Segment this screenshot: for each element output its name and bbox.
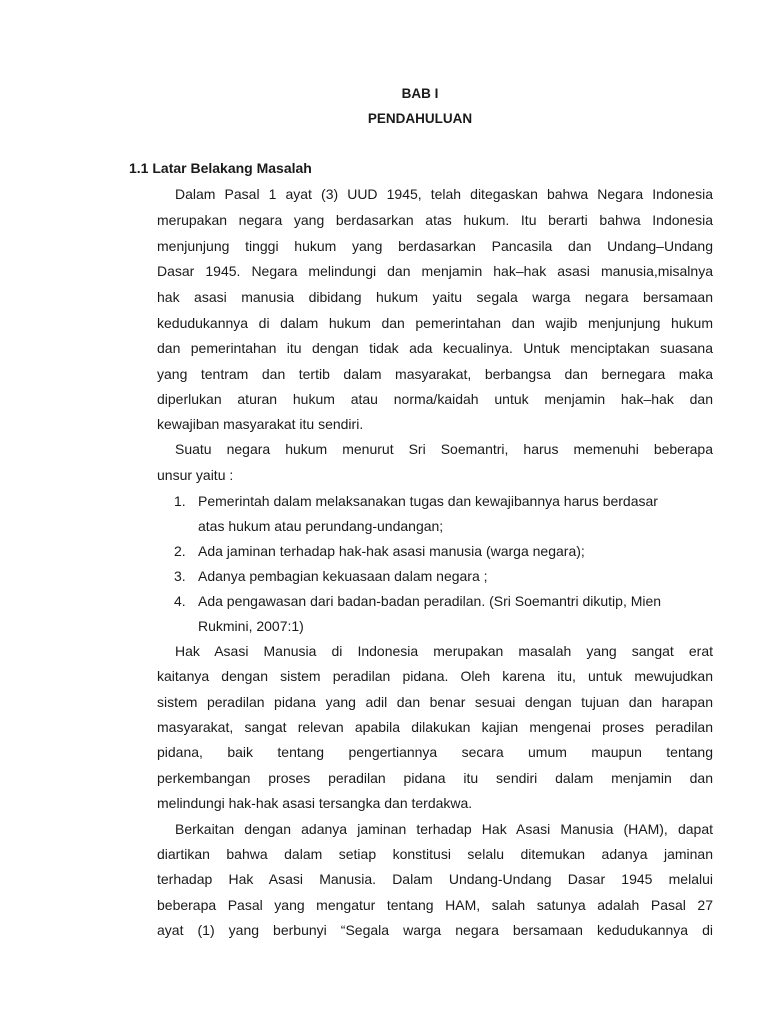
paragraph-line: perkembangan proses peradilan pidana itu sendiri dalam menjamin dan xyxy=(157,770,713,786)
list-item-line: atas hukum atau perundang-undangan; xyxy=(198,518,444,534)
paragraph-line: diperlukan aturan hukum atau norma/kaidah untuk menjamin hak–hak dan xyxy=(157,391,713,407)
list-number: 3. xyxy=(174,568,186,584)
paragraph-line: ayat (1) yang berbunyi “Segala warga negara bersamaan kedudukannya di xyxy=(157,922,713,938)
paragraph-line: masyarakat, sangat relevan apabila dilakukan kajian mengenai proses peradilan xyxy=(157,719,713,735)
paragraph-line: beberapa Pasal yang mengatur tentang HAM, salah satunya adalah Pasal 27 xyxy=(157,897,713,913)
paragraph-line: menjunjung tinggi hukum yang berdasarkan Pancasila dan Undang–Undang xyxy=(157,238,713,254)
list-number: 2. xyxy=(174,543,186,559)
paragraph-line: Dasar 1945. Negara melindungi dan menjamin hak–hak asasi manusia,misalnya xyxy=(157,263,713,279)
list-item-line: Ada jaminan terhadap hak-hak asasi manusia (warga negara); xyxy=(198,543,585,559)
paragraph-line: dan pemerintahan itu dengan tidak ada kecualinya. Untuk menciptakan suasana xyxy=(157,340,713,356)
paragraph-line: kewajiban masyarakat itu sendiri. xyxy=(157,416,364,432)
list-item-line: Rukmini, 2007:1) xyxy=(198,618,304,634)
list-number: 4. xyxy=(174,593,186,609)
chapter-title: PENDAHULUAN xyxy=(367,111,473,126)
chapter-number: BAB I xyxy=(401,86,439,101)
paragraph-line: Hak Asasi Manusia di Indonesia merupakan masalah yang sangat erat xyxy=(175,643,713,659)
paragraph-line: Dalam Pasal 1 ayat (3) UUD 1945, telah ditegaskan bahwa Negara Indonesia xyxy=(175,186,713,202)
paragraph-line: pidana, baik tentang pengertiannya secara umum maupun tentang xyxy=(157,744,713,760)
list-item-line: Pemerintah dalam melaksanakan tugas dan kewajibannya harus berdasar xyxy=(198,493,658,509)
paragraph-line: terhadap Hak Asasi Manusia. Dalam Undang-Undang Dasar 1945 melalui xyxy=(157,871,713,887)
paragraph-line: hak asasi manusia dibidang hukum yaitu segala warga negara bersamaan xyxy=(157,289,713,305)
section-title: 1.1 Latar Belakang Masalah xyxy=(129,160,312,176)
list-item-line: Adanya pembagian kekuasaan dalam negara ; xyxy=(198,568,488,584)
paragraph-line: kaitanya dengan sistem peradilan pidana. Oleh karena itu, untuk mewujudkan xyxy=(157,668,713,684)
paragraph-line: diartikan bahwa dalam setiap konstitusi selalu ditemukan adanya jaminan xyxy=(157,846,713,862)
paragraph-line: unsur yaitu : xyxy=(157,467,234,483)
paragraph-line: yang tentram dan tertib dalam masyarakat, berbangsa dan bernegara maka xyxy=(157,366,713,382)
list-number: 1. xyxy=(174,493,186,509)
paragraph-line: merupakan negara yang berdasarkan atas hukum. Itu berarti bahwa Indonesia xyxy=(157,212,713,228)
paragraph-line: sistem peradilan pidana yang adil dan benar sesuai dengan tujuan dan harapan xyxy=(157,694,713,710)
list-item-line: Ada pengawasan dari badan-badan peradilan. (Sri Soemantri dikutip, Mien xyxy=(198,593,662,609)
paragraph-line: Suatu negara hukum menurut Sri Soemantri, harus memenuhi beberapa xyxy=(175,441,713,457)
paragraph-line: Berkaitan dengan adanya jaminan terhadap Hak Asasi Manusia (HAM), dapat xyxy=(175,821,713,837)
paragraph-line: kedudukannya di dalam hukum dan pemerintahan dan wajib menjunjung hukum xyxy=(157,315,713,331)
paragraph-line: melindungi hak-hak asasi tersangka dan terdakwa. xyxy=(157,795,473,811)
